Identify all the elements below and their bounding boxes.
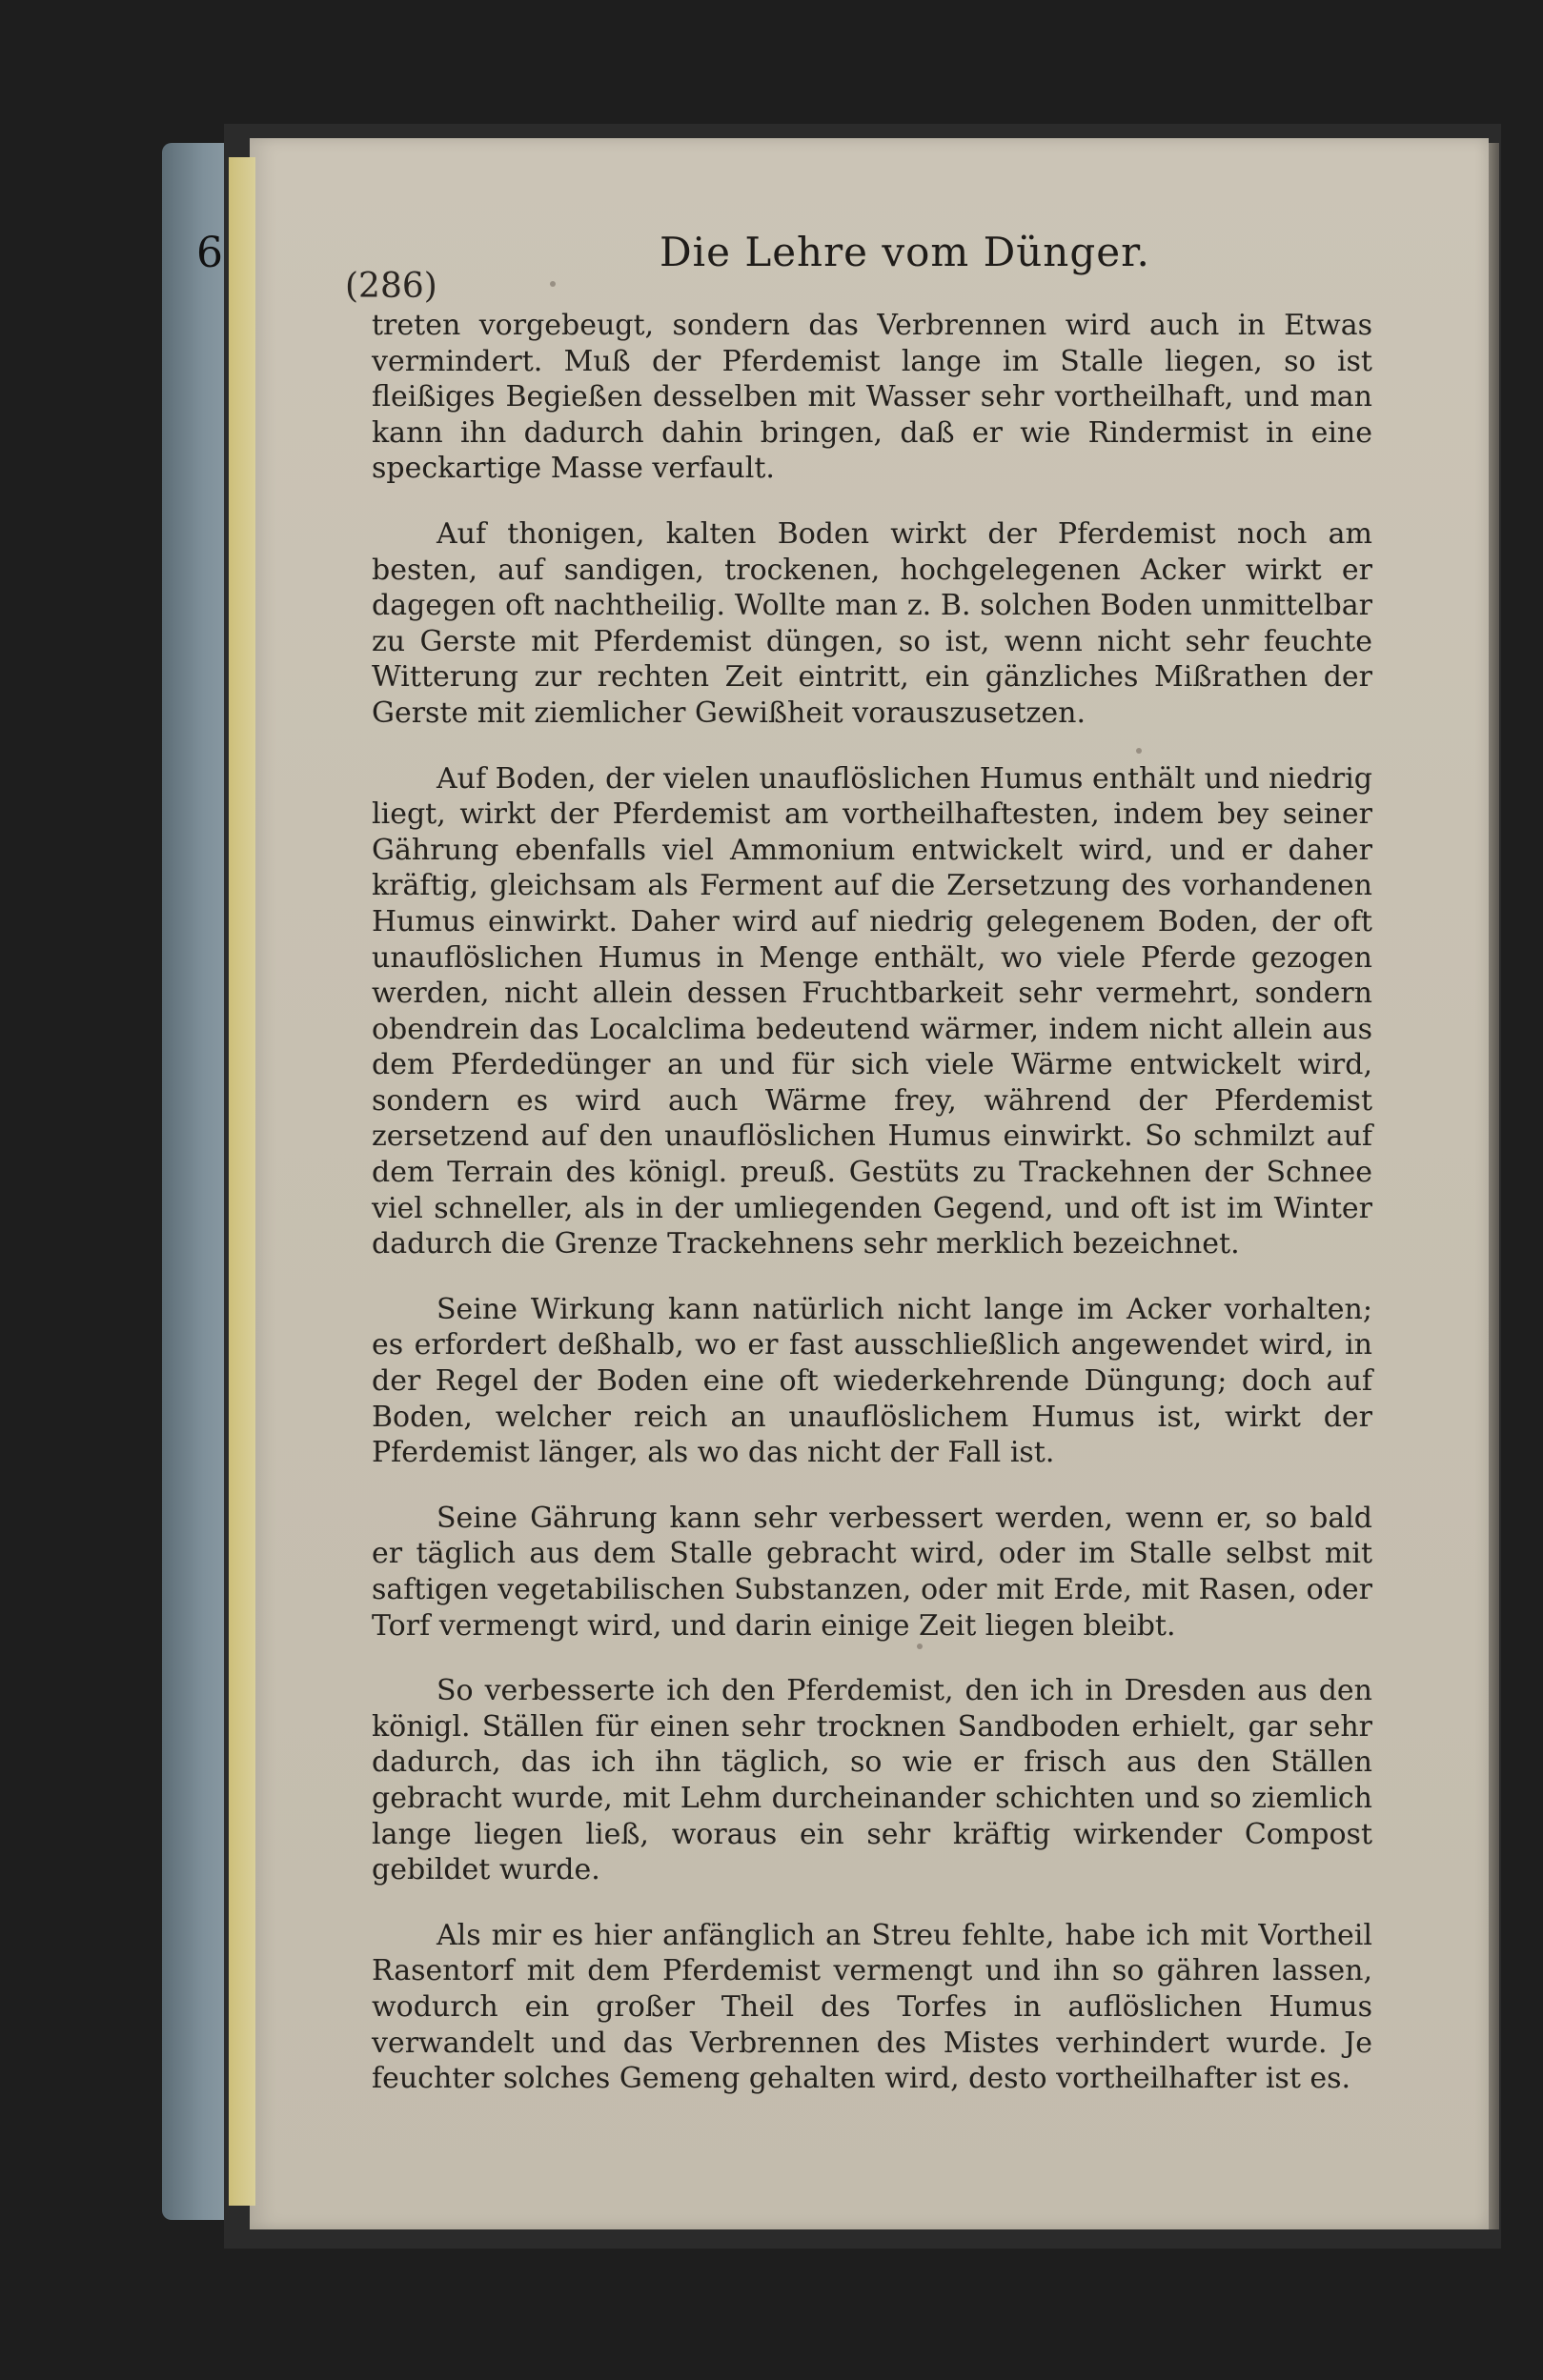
page-number: 6 [196, 229, 223, 277]
paragraph-7: Als mir es hier anfänglich an Streu fehlte, habe ich mit Vortheil Rasentorf mit dem Pferdemist vermengt und ihn so gähren lassen, wodurch ein großer Theil des Torfes in auflöslichen Humus verwandelt und das Verbrennen des Mistes verhindert wurde. Je feuchter solches Gemeng gehalten wird, desto vortheilhafter ist es. [372, 1918, 1372, 2096]
paragraph-3: Auf Boden, der vielen unauflöslichen Humus enthält und niedrig liegt, wirkt der Pferdemist am vortheilhaftesten, indem bey seiner Gährung ebenfalls viel Ammonium entwickelt wird, und er daher kräftig, gleichsam als Ferment auf die Zersetzung des vorhandenen Humus einwirkt. Daher wird auf niedrig gelegenem Boden, der oft unauflöslichen Humus in Menge enthält, wo viele Pferde gezogen werden, nicht allein dessen Fruchtbarkeit sehr vermehrt, sondern obendrein das Localclima bedeutend wärmer, indem nicht allein aus dem Pferdedünger an und für sich viele Wärme entwickelt wird, sondern es wird auch Wärme frey, während der Pferdemist zersetzend auf den unauflöslichen Humus einwirkt. So schmilzt auf dem Terrain des königl. preuß. Gestüts zu Trackehnen der Schnee viel schneller, als in der umliegenden Gegend, und oft ist im Winter dadurch die Grenze Trackehnens sehr merklich bezeichnet. [372, 761, 1372, 1261]
original-page-number: (286) [345, 267, 437, 306]
paragraph-6: So verbesserte ich den Pferdemist, den ich in Dresden aus den königl. Ställen für einen sehr trocknen Sandboden erhielt, gar sehr dadurch, das ich ihn täglich, so wie er frisch aus den Ställen gebracht wurde, mit Lehm durcheinander schichten und so ziemlich lange liegen ließ, woraus ein sehr kräftig wirkender Compost gebildet wurde. [372, 1674, 1372, 1887]
paper-speck [1136, 748, 1142, 754]
running-head: Die Lehre vom Dünger. [660, 229, 1150, 275]
paper-speck [917, 1644, 923, 1649]
book-page [196, 138, 1489, 2229]
paragraph-2: Auf thonigen, kalten Boden wirkt der Pferdemist noch am besten, auf sandigen, trockenen, hochgelegenen Acker wirkt er dagegen oft nachtheilig. Wollte man z. B. solchen Boden unmittelbar zu Gerste mit Pferdemist düngen, so ist, wenn nicht sehr feuchte Witterung zur rechten Zeit eintritt, ein gänzliches Mißrathen der Gerste mit ziemlicher Gewißheit vorauszusetzen. [372, 516, 1372, 730]
paragraph-4: Seine Wirkung kann natürlich nicht lange im Acker vorhalten; es erfordert deßhalb, wo er fast ausschließlich angewendet wird, in der Regel der Boden eine oft wiederkehrende Düngung; doch auf Boden, welcher reich an unauflöslichem Humus ist, wirkt der Pferdemist länger, als wo das nicht der Fall ist. [372, 1292, 1372, 1470]
body-text [372, 308, 1372, 2097]
gutter-strip [229, 157, 255, 2206]
paragraph-5: Seine Gährung kann sehr verbessert werden, wenn er, so bald er täglich aus dem Stalle gebracht wird, oder im Stalle selbst mit saftigen vegetabilischen Substanzen, oder mit Erde, mit Rasen, oder Torf vermengt wird, und darin einige Zeit liegen bleibt. [372, 1501, 1372, 1643]
paragraph-1: treten vorgebeugt, sondern das Verbrennen wird auch in Etwas vermindert. Muß der Pferdemist lange im Stalle liegen, so ist fleißiges Begießen desselben mit Wasser sehr vortheilhaft, und man kann ihn dadurch dahin bringen, daß er wie Rindermist in eine speckartige Masse verfault. [372, 309, 1372, 486]
paper-speck [550, 281, 556, 287]
